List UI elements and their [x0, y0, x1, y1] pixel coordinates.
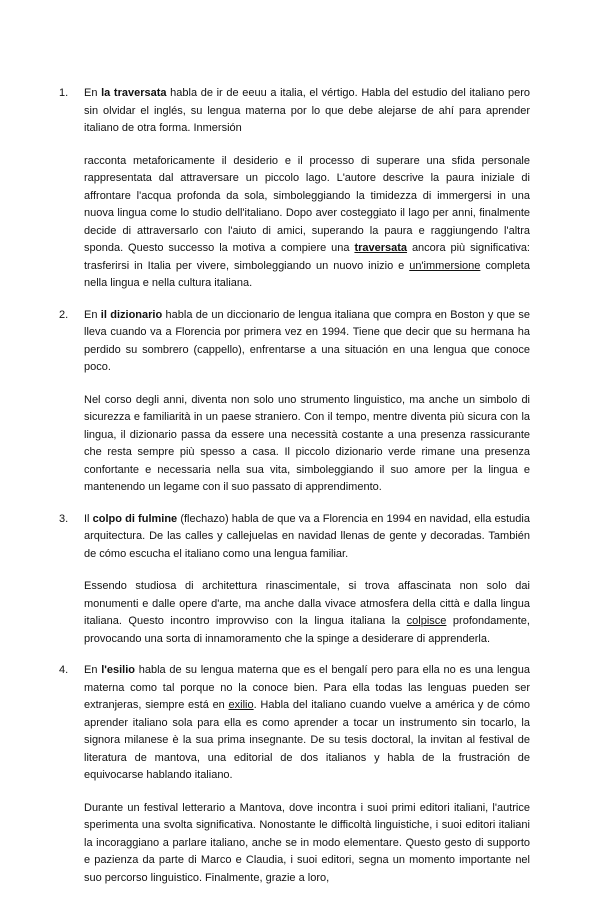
item-summary-spanish: En l'esilio habla de su lengua materna que es el bengalí pero para ella no es una lengua materna como tal porque no la conoce bien. Para ella todas las lenguas pueden ser extranjeras, siempre está en exilio. Habla del italiano cuando vuelve a américa y de cómo aprender italiano sola para ella es como aprender a tocar un instrumento sin tocarlo, la signora milanese è la sua prima insegnante. De su tesis doctoral, la invitan al festival de literatura de mantova, una editorial de dos italianos y habla de la frustración de equivocarse hablando italiano.	[84, 664, 530, 781]
underlined-word: exilio	[228, 699, 254, 711]
chapter-title: l'esilio	[101, 664, 135, 676]
list-item	[59, 662, 530, 887]
item-summary-italian: Nel corso degli anni, diventa non solo uno strumento linguistico, ma anche un simbolo di sicurezza e familiarità in un paese straniero. Con il tempo, mentre diventa più sicura con la lingua, il dizionario passa da essere una necessità costante a una presenza rassicurante che resta sempre più spesso a casa. Il piccolo dizionario verde rimane una presenza confortante e necessaria nella sua vita, simboleggiando il suo amore per la lingua e mantenendo un legame con il suo passato di apprendimento.	[84, 393, 530, 493]
item-summary-italian: Essendo studiosa di architettura rinascimentale, si trova affascinata non solo dai monumenti e dalle opere d'arte, ma anche dalla vivace atmosfera della città e dalla lingua italiana. Questo incontro improvviso con la lingua italiana la colpisce profondamente, provocando una sorta di innamoramento che la spinge a desiderare di apprenderla.	[84, 580, 530, 645]
item-number: 3.	[59, 512, 69, 525]
item-summary-italian: Durante un festival letterario a Mantova, dove incontra i suoi primi editori italiani, l'autrice sperimenta una svolta significativa. Nonostante le difficoltà linguistiche, i suoi editori italiani la incoraggiano a parlare italiano, anche se in modo elementare. Questo gesto di supporto e pazienza da parte di Marco e Claudia, i suoi editori, segna un momento importante nel suo percorso linguistico. Finalmente, grazie a loro,	[84, 801, 530, 884]
chapter-title: il dizionario	[100, 308, 163, 321]
item-number: 1.	[59, 87, 69, 99]
item-summary-spanish: En la traversata habla de ir de eeuu a italia, el vértigo. Habla del estudio del italiano pero sin olvidar el inglés, su lengua materna por lo que debe alejarse de ahí para aprender italiano de otra forma. Inmersión	[84, 87, 531, 134]
chapter-title: la traversata	[101, 87, 167, 99]
item-number: 2.	[59, 308, 69, 321]
item-summary-spanish: Il colpo di fulmine (flechazo) habla de que va a Florencia en 1994 en navidad, ella estudia arquitectura. De las calles y callejuelas en navidad llenas de gente y decoradas. También de cómo escucha el italiano como una lengua familiar.	[84, 512, 530, 560]
chapter-title: colpo di fulmine	[92, 512, 178, 525]
item-summary-italian: racconta metaforicamente il desiderio e il processo di superare una sfida personale rappresentata dal attraversare un piccolo lago. L'autore descrive la paura iniziale di affrontare l'acqua profonda da sola, simboleggiando la timidezza di immergersi in una nuova lingua come lo studio dell'italiano. Dopo aver costeggiato il lago per anni, finalmente decide di attraversarlo con l'aiuto di amici, superando la paura e raggiungendo l'altra sponda. Questo successo la motiva a compiere una traversata ancora più significativa: trasferirsi in Italia per vivere, simboleggiando un nuovo inizio e un'immersione completa nella lingua e nella cultura italiana.	[84, 154, 530, 289]
list-item	[59, 85, 531, 293]
underlined-word: colpisce	[406, 615, 447, 627]
list-item	[59, 511, 530, 649]
item-number: 4.	[59, 664, 69, 676]
underlined-word: un'immersione	[409, 259, 481, 272]
chapter-list	[59, 85, 531, 901]
item-summary-spanish: En il dizionario habla de un diccionario de lengua italiana que compra en Boston y que se lleva cuando va a Florencia por primera vez en 1994. Tiene que decir que su hermana ha perdido su sombrero (cappello), enfrentarse a una situación en una lengua que conoce poco.	[84, 308, 530, 373]
underlined-word: traversata	[354, 242, 408, 254]
list-item	[59, 307, 530, 497]
